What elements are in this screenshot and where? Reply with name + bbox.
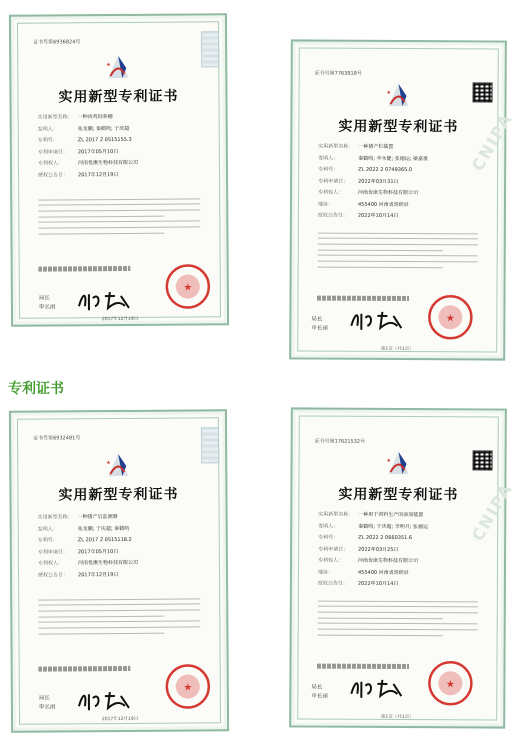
patent-office-emblem-icon [98, 54, 138, 80]
certificate-fields [318, 510, 478, 591]
certificate-footer: 第1页（共1页） [380, 714, 414, 721]
patent-office-emblem-icon [378, 82, 418, 108]
field-value: 455400 河南省汤阴县 [357, 569, 409, 576]
field-value: 一种肉鸡饲养棚 [77, 114, 113, 121]
field-row [318, 199, 478, 211]
field-row [318, 142, 478, 154]
field-label: 授权公告日： [38, 171, 69, 179]
field-row [318, 533, 478, 545]
field-label: 实用新型名称： [37, 114, 73, 121]
field-value: 2017年05月10日 [77, 148, 119, 155]
field-value: 2017年05月10日 [77, 548, 119, 555]
field-value: 秦鹤鸣; 于庆超; 李明月; 张德运 [358, 523, 429, 530]
field-label: 专利号： [37, 137, 58, 144]
field-label: 专利权人： [37, 560, 63, 567]
handwritten-signature-icon [75, 288, 135, 312]
certificate-body-text [318, 596, 478, 641]
barcode [317, 296, 409, 301]
field-value: 河南优康生物科技有限公司 [358, 189, 419, 197]
field-value: 2022年03月31日 [358, 178, 399, 185]
certificate-number: 证书号第17621532号 [314, 438, 366, 445]
field-row [318, 153, 478, 165]
barcode [39, 666, 131, 672]
field-value: 一种猪产后监测器 [77, 514, 118, 521]
signature-block [39, 294, 56, 312]
field-label: 专利号： [37, 537, 58, 544]
signature-title: 局长 [38, 695, 50, 702]
field-label: 地址： [317, 569, 334, 576]
svg-text:★: ★ [445, 679, 455, 691]
field-label: 发明人： [318, 155, 339, 162]
field-label: 专利申请日： [37, 548, 68, 556]
svg-text:★: ★ [445, 313, 455, 325]
field-value: ZL 2017 2 0515118.2 [77, 536, 132, 544]
field-value: 张龙鹏; 秦鹤鸣; 于庆超 [77, 125, 130, 132]
field-label: 授权公告日： [38, 571, 69, 579]
field-row [318, 211, 478, 223]
certificate-title: 实用新型专利证书 [338, 486, 459, 504]
field-value: 2017年12月19日 [78, 571, 119, 578]
certificate-footer: 第1页（共1页） [380, 346, 414, 353]
signature-title: 局长 [38, 295, 50, 302]
field-label: 专利申请日： [318, 178, 349, 185]
field-label: 专利权人： [37, 160, 63, 167]
field-row [38, 169, 200, 182]
svg-text:★: ★ [183, 682, 193, 694]
certificate-number: 证书号第7763918号 [314, 70, 362, 77]
certificate-body-text [318, 228, 478, 273]
field-value: 一种用于饲料生产的添加装置 [358, 511, 424, 519]
patent-certificate-4 [289, 407, 517, 728]
watermark-text: CNIPA [467, 109, 517, 175]
field-label: 专利号： [318, 534, 339, 541]
field-row [318, 556, 478, 568]
field-row [318, 165, 478, 177]
field-value: 455400 河南省汤阴县 [357, 201, 409, 208]
field-row [318, 567, 478, 579]
field-label: 专利申请日： [37, 148, 68, 156]
field-value: 2017年12月19日 [78, 171, 119, 178]
field-label: 授权公告日： [317, 212, 348, 219]
watermark-text: CNIPA [467, 479, 517, 545]
certificate-body-text [38, 193, 200, 238]
handwritten-signature-icon [347, 308, 407, 332]
signature-name: 申长雨 [38, 704, 56, 711]
svg-text:★: ★ [106, 62, 111, 69]
field-value: 河南优康生物科技有限公司 [358, 557, 419, 565]
certificate-body-text [38, 593, 200, 638]
field-value: 张龙鹏; 于庆超; 秦鹤鸣 [77, 525, 130, 532]
certificate-title: 实用新型专利证书 [58, 486, 179, 504]
field-label: 授权公告日： [317, 580, 348, 587]
official-red-seal-icon [427, 294, 473, 340]
field-value: 河南优康生物科技有限公司 [77, 159, 138, 167]
patent-certificate-2 [289, 39, 517, 360]
field-row [318, 188, 478, 200]
certificate-footer: 2017年12月19日 [101, 316, 139, 323]
certificate-number: 证书号第6936824号 [33, 39, 81, 46]
field-label: 实用新型名称： [37, 514, 73, 521]
field-value: ZL 2022 2 0749365.0 [358, 166, 413, 174]
certificate-title: 实用新型专利证书 [58, 88, 179, 106]
field-label: 发明人： [37, 525, 58, 533]
field-label: 实用新型名称： [318, 143, 354, 150]
patent-office-emblem-icon [378, 450, 418, 476]
svg-text:★: ★ [183, 282, 193, 294]
certificate-number: 证书号第6932481号 [33, 435, 81, 442]
section-heading: 专利证书 [8, 381, 64, 397]
official-red-seal-icon [165, 263, 211, 309]
field-value: 2022年03月25日 [358, 546, 399, 553]
seal-ribbon [201, 427, 219, 463]
signature-block [39, 694, 56, 712]
signature-name: 申长雨 [311, 693, 328, 700]
certificate-fields [318, 142, 478, 223]
official-red-seal-icon [165, 663, 211, 709]
field-label: 实用新型名称： [318, 511, 354, 518]
signature-title: 局长 [311, 316, 323, 323]
field-row [318, 521, 478, 533]
signature-name: 申长雨 [311, 325, 328, 332]
patent-certificate-1 [9, 13, 229, 327]
field-label: 发明人： [318, 523, 339, 530]
barcode [317, 664, 409, 669]
field-value: 一种猪产栏装置 [358, 143, 394, 150]
svg-text:★: ★ [106, 460, 111, 467]
patent-office-emblem-icon [98, 452, 138, 478]
handwritten-signature-icon [75, 688, 135, 712]
field-row [318, 544, 478, 556]
patent-certificate-3 [9, 409, 229, 733]
field-value: 2022年10月14日 [357, 580, 399, 588]
field-row [318, 510, 478, 522]
field-label: 专利权人： [318, 557, 344, 564]
signature-block [311, 316, 328, 334]
field-label: 地址： [317, 201, 334, 208]
field-label: 专利号： [318, 166, 339, 173]
field-row [318, 579, 478, 591]
certificate-fields [38, 511, 200, 581]
field-row [38, 569, 200, 582]
official-red-seal-icon [427, 660, 473, 706]
field-row [318, 176, 478, 188]
field-value: ZL 2017 2 0515155.3 [77, 136, 132, 144]
handwritten-signature-icon [347, 676, 407, 700]
field-value: ZL 2022 2 0660351.6 [358, 534, 413, 542]
certificate-fields [38, 111, 200, 181]
certificate-title: 实用新型专利证书 [338, 118, 459, 136]
field-value: 2022年10月14日 [357, 212, 399, 220]
field-label: 专利申请日： [318, 546, 349, 553]
field-value: 秦鹤鸣; 李永健; 张德运; 梁嘉豪 [358, 155, 429, 162]
svg-text:★: ★ [386, 89, 392, 96]
field-label: 发明人： [37, 125, 58, 133]
signature-name: 申长雨 [38, 304, 56, 311]
qr-code-icon [473, 450, 493, 470]
seal-ribbon [201, 31, 219, 67]
field-label: 专利权人： [318, 189, 344, 196]
qr-code-icon [473, 82, 493, 102]
field-value: 河南优康生物科技有限公司 [77, 559, 138, 567]
signature-block [311, 684, 328, 702]
certificate-footer: 2017年12月19日 [101, 716, 139, 723]
signature-title: 局长 [311, 684, 323, 691]
barcode [39, 266, 131, 272]
svg-text:★: ★ [386, 457, 392, 464]
